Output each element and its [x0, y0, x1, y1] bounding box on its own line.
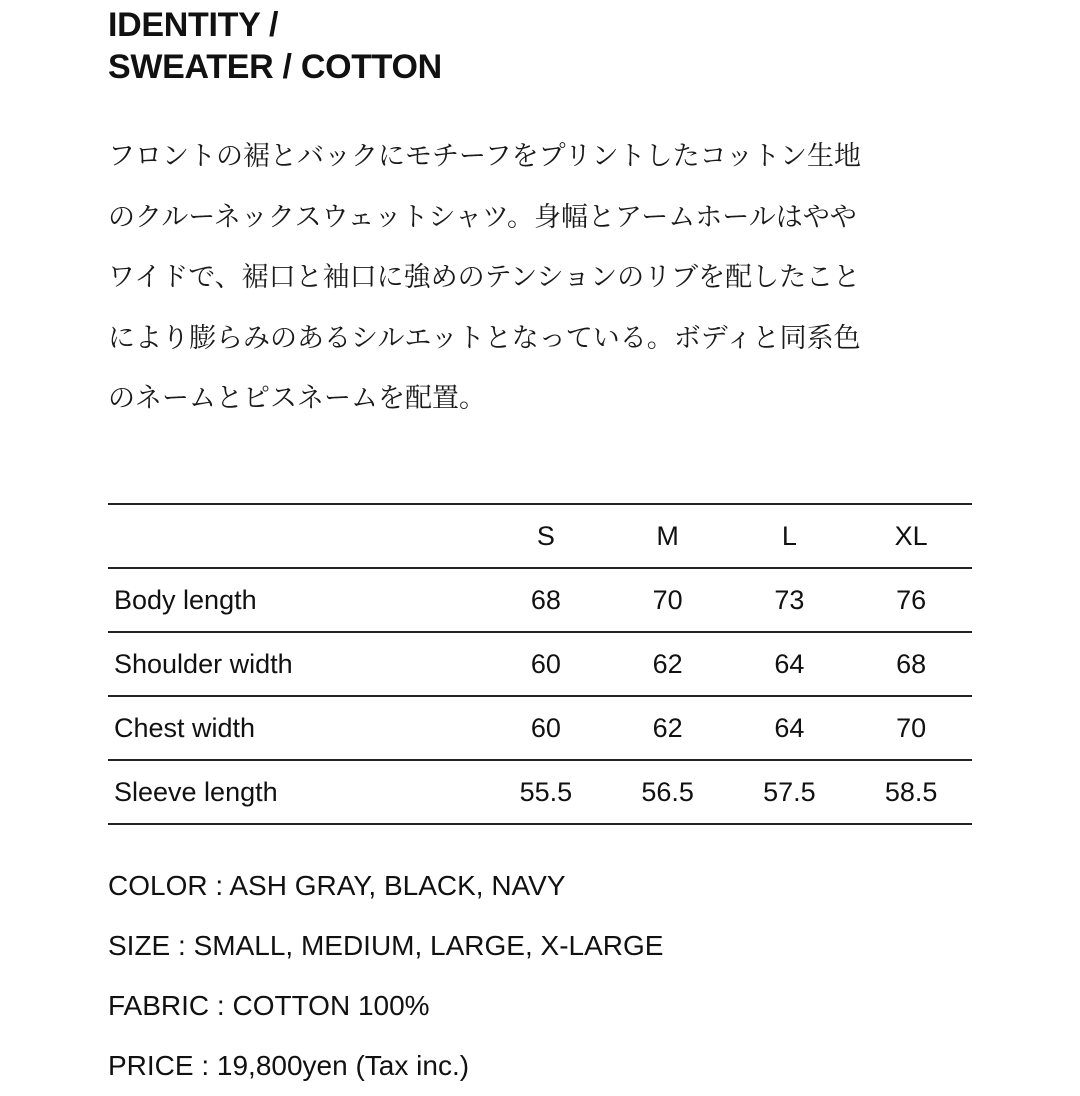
- measurement-value: 68: [485, 568, 607, 632]
- spec-color: COLOR : ASH GRAY, BLACK, NAVY: [108, 870, 566, 901]
- product-title-line-1: IDENTITY /: [108, 6, 279, 44]
- description-line: のクルーネックスウェットシャツ。身幅とアームホールはやや: [108, 201, 857, 233]
- size-column-header: S: [485, 504, 607, 568]
- size-column-header: L: [728, 504, 850, 568]
- measurement-value: 70: [607, 568, 729, 632]
- measurement-value: 62: [607, 632, 729, 696]
- measurement-label: Body length: [108, 568, 485, 632]
- description-line: のネームとピスネームを配置。: [108, 383, 486, 414]
- measurement-value: 60: [485, 696, 607, 760]
- size-column-header: M: [607, 504, 729, 568]
- measurement-value: 64: [728, 632, 850, 696]
- measurement-value: 55.5: [485, 760, 607, 824]
- measurement-label: Sleeve length: [108, 760, 485, 824]
- description-line: ワイドで、裾口と袖口に強めのテンションのリブを配したこと: [108, 262, 861, 293]
- table-row: [108, 568, 972, 632]
- measurement-value: 73: [728, 568, 850, 632]
- measurement-label: Shoulder width: [108, 632, 485, 696]
- size-column-header: XL: [850, 504, 972, 568]
- product-title-line-2: SWEATER / COTTON: [108, 48, 442, 86]
- measurement-value: 68: [850, 632, 972, 696]
- description-line: により膨らみのあるシルエットとなっている。ボディと同系色: [108, 322, 861, 354]
- spec-fabric: FABRIC : COTTON 100%: [108, 990, 430, 1021]
- spec-size: SIZE : SMALL, MEDIUM, LARGE, X-LARGE: [108, 930, 664, 961]
- measurement-value: 58.5: [850, 760, 972, 824]
- size-chart-header-row: [108, 504, 972, 568]
- measurement-value: 64: [728, 696, 850, 760]
- measurement-value: 57.5: [728, 760, 850, 824]
- spec-price: PRICE : 19,800yen (Tax inc.): [108, 1050, 470, 1081]
- table-row: [108, 632, 972, 696]
- size-chart-table: [108, 503, 972, 825]
- product-title: [108, 4, 442, 88]
- measurement-label: Chest width: [108, 696, 485, 760]
- measurement-value: 60: [485, 632, 607, 696]
- measurement-value: 70: [850, 696, 972, 760]
- measurement-value: 76: [850, 568, 972, 632]
- product-description: [108, 127, 968, 430]
- product-specs: [108, 856, 663, 1096]
- table-row: [108, 696, 972, 760]
- description-line: フロントの裾とバックにモチーフをプリントしたコットン生地: [108, 141, 862, 172]
- measurement-value: 62: [607, 696, 729, 760]
- table-row: [108, 760, 972, 824]
- measurement-value: 56.5: [607, 760, 729, 824]
- size-chart-corner-cell: [108, 504, 485, 568]
